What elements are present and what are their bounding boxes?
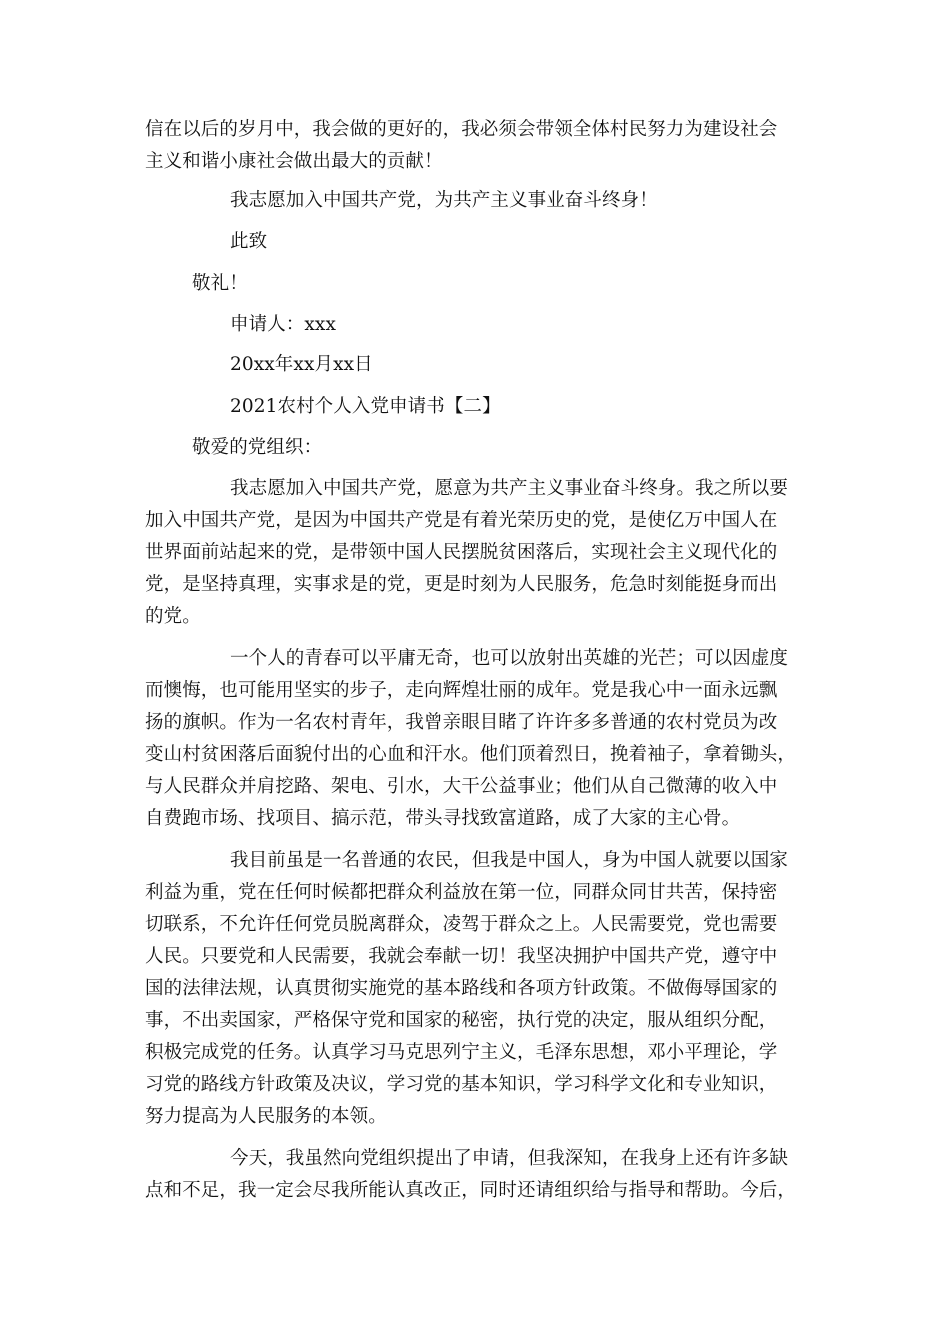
text-line: 人民。只要党和人民需要，我就会奉献一切！我坚决拥护中国共产党，遵守中 [145, 946, 778, 967]
text-line: 信在以后的岁月中，我会做的更好的，我必须会带领全体村民努力为建设社会 [145, 119, 778, 140]
text-line: 党，是坚持真理，实事求是的党，更是时刻为人民服务，危急时刻能挺身而出 [145, 574, 778, 595]
section-title: 2021农村个人入党申请书【二】 [230, 396, 501, 417]
text-line: 努力提高为人民服务的本领。 [145, 1106, 387, 1127]
text-line: 今天，我虽然向党组织提出了申请，但我深知，在我身上还有许多缺 [230, 1148, 789, 1169]
text-line: 世界面前站起来的党，是带领中国人民摆脱贫困落后，实现社会主义现代化的 [145, 542, 778, 563]
text-line: 一个人的青春可以平庸无奇，也可以放射出英雄的光芒；可以因虚度 [230, 648, 789, 669]
applicant-line: 申请人：xxx [230, 314, 337, 335]
text-line: 与人民群众并肩挖路、架电、引水，大干公益事业；他们从自己微薄的收入中 [145, 776, 778, 797]
text-line: 点和不足，我一定会尽我所能认真改正，同时还请组织给与指导和帮助。今后， [145, 1180, 797, 1201]
text-line: 国的法律法规，认真贯彻实施党的基本路线和各项方针政策。不做侮辱国家的 [145, 978, 778, 999]
greeting-line: 敬爱的党组织： [192, 437, 323, 458]
text-line: 的党。 [145, 606, 201, 627]
text-line: 切联系，不允许任何党员脱离群众，凌驾于群众之上。人民需要党，党也需要 [145, 914, 778, 935]
date-line: 20xx年xx月xx日 [230, 354, 373, 375]
text-line: 积极完成党的任务。认真学习马克思列宁主义，毛泽东思想，邓小平理论，学 [145, 1042, 778, 1063]
text-line: 我志愿加入中国共产党，为共产主义事业奋斗终身！ [230, 190, 658, 211]
text-line: 加入中国共产党，是因为中国共产党是有着光荣历史的党，是使亿万中国人在 [145, 510, 778, 531]
salutation-line: 敬礼！ [192, 273, 248, 294]
salutation-line: 此致 [230, 231, 268, 252]
text-line: 主义和谐小康社会做出最大的贡献！ [145, 151, 443, 172]
text-line: 事，不出卖国家，严格保守党和国家的秘密，执行党的决定，服从组织分配， [145, 1010, 778, 1031]
text-line: 扬的旗帜。作为一名农村青年，我曾亲眼目睹了许许多多普通的农村党员为改 [145, 712, 778, 733]
text-line: 利益为重，党在任何时候都把群众利益放在第一位，同群众同甘共苦，保持密 [145, 882, 778, 903]
text-line: 我目前虽是一名普通的农民，但我是中国人，身为中国人就要以国家 [230, 850, 789, 871]
text-line: 习党的路线方针政策及决议，学习党的基本知识，学习科学文化和专业知识， [145, 1074, 778, 1095]
text-line: 变山村贫困落后面貌付出的心血和汗水。他们顶着烈日，挽着袖子，拿着锄头， [145, 744, 797, 765]
text-line: 自费跑市场、找项目、搞示范，带头寻找致富道路，成了大家的主心骨。 [145, 808, 741, 829]
text-line: 我志愿加入中国共产党，愿意为共产主义事业奋斗终身。我之所以要 [230, 478, 789, 499]
text-line: 而懊悔，也可能用坚实的步子，走向辉煌壮丽的成年。党是我心中一面永远飘 [145, 680, 778, 701]
